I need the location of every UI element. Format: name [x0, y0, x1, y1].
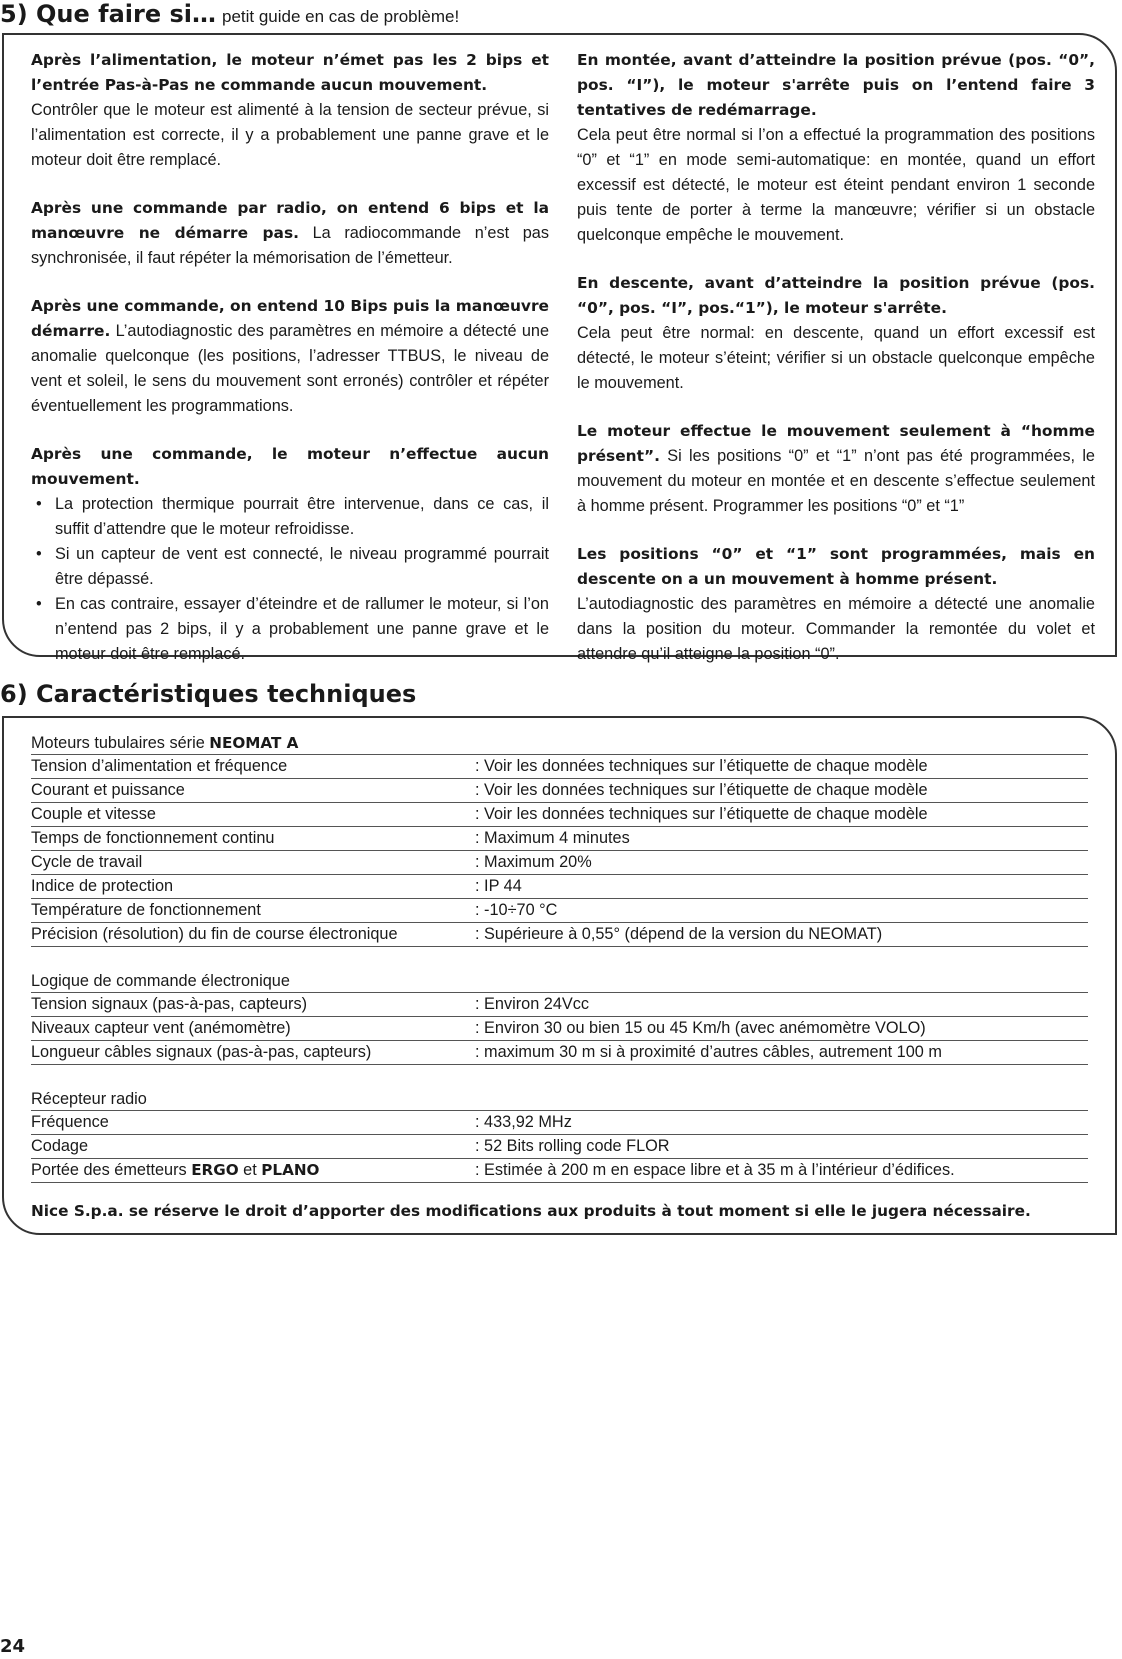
section-5-title-text: 5) Que faire si… — [0, 0, 216, 28]
spec-row — [31, 827, 1088, 851]
spec-value: : maximum 30 m si à proximité d’autres câbles, autrement 100 m — [475, 1043, 942, 1061]
spec-label: Tension signaux (pas-à-pas, capteurs) — [31, 995, 308, 1013]
spec-value: : -10÷70 °C — [475, 901, 558, 919]
spec-value: : Voir les données techniques sur l’étiquette de chaque modèle — [475, 805, 928, 823]
specs-box — [2, 716, 1117, 1235]
spec-value: : Voir les données techniques sur l’étiquette de chaque modèle — [475, 781, 928, 799]
spec-row — [31, 923, 1088, 947]
troubleshoot-body: Cela peut être normal: en descente, quand un effort excessif est détecté, le moteur s’éteint; vérifier si un obstacle quelconque empêche le mouvement. — [577, 324, 1095, 392]
troubleshoot-item — [577, 48, 1095, 248]
spec-group-spacer — [31, 947, 1088, 970]
spec-group-title — [31, 732, 1088, 755]
spec-value: : 52 Bits rolling code FLOR — [475, 1137, 670, 1155]
spec-row — [31, 1111, 1088, 1135]
spec-row — [31, 803, 1088, 827]
spec-value: : 433,92 MHz — [475, 1113, 572, 1131]
spec-row — [31, 993, 1088, 1017]
section-5-title — [0, 0, 459, 28]
spec-label-prefix: Portée des émetteurs — [31, 1161, 192, 1179]
disclaimer-note: Nice S.p.a. se réserve le droit d’apporter des modifications aux produits à tout moment si elle le jugera nécessaire. — [31, 1202, 1031, 1220]
spec-label: Fréquence — [31, 1113, 109, 1131]
spec-label: Cycle de travail — [31, 853, 143, 871]
spec-value: : Supérieure à 0,55° (dépend de la version du NEOMAT) — [475, 925, 883, 943]
troubleshoot-item — [31, 442, 549, 667]
troubleshoot-body: Si les positions “0” et “1” n’ont pas été programmées, le mouvement du moteur en montée et en descente s’effectue seulement à homme présent. Programmer les positions “0” et “1” — [577, 447, 1095, 515]
troubleshooting-left-column — [31, 48, 549, 690]
troubleshoot-heading: En montée, avant d’atteindre la position prévue (pos. “0”, pos. “I”), le moteur s'arrête puis on l’entend faire 3 tentatives de redémarrage. — [577, 51, 1095, 119]
troubleshoot-bullet-list — [31, 492, 549, 667]
troubleshooting-right-column — [577, 48, 1095, 690]
section-6-title: 6) Caractéristiques techniques — [0, 680, 417, 708]
spec-row — [31, 875, 1088, 899]
spec-label: Tension d’alimentation et fréquence — [31, 757, 288, 775]
troubleshoot-heading: Après une commande, le moteur n’effectue aucun mouvement. — [31, 445, 549, 488]
spec-label: Température de fonctionnement — [31, 901, 261, 919]
troubleshoot-heading: Après une commande par radio, on entend 6 bips et la manœuvre ne démarre pas. — [31, 199, 549, 242]
spec-label: Temps de fonctionnement continu — [31, 829, 275, 847]
troubleshoot-heading: Après l’alimentation, le moteur n’émet pas les 2 bips et l’entrée Pas-à-Pas ne commande aucun mouvement. — [31, 51, 549, 94]
bullet-item: • La protection thermique pourrait être intervenue, dans ce cas, il suffit d’attendre que le moteur refroidisse. — [31, 492, 549, 542]
spec-value: : Estimée à 200 m en espace libre et à 35 m à l’intérieur d’édifices. — [475, 1161, 955, 1179]
spec-value: : Environ 24Vcc — [475, 995, 590, 1013]
product-name: ERGO — [191, 1161, 239, 1179]
bullet-item: • En cas contraire, essayer d’éteindre et de rallumer le moteur, si l’on n’entend pas 2 bips, il y a probablement une panne grave et le moteur doit être remplacé. — [31, 592, 549, 667]
spec-label: Couple et vitesse — [31, 805, 156, 823]
spec-value: : Environ 30 ou bien 15 ou 45 Km/h (avec anémomètre VOLO) — [475, 1019, 926, 1037]
troubleshoot-heading: En descente, avant d’atteindre la position prévue (pos. “0”, pos. “I”, pos.“1”), le moteur s'arrête. — [577, 274, 1095, 317]
spec-label: Niveaux capteur vent (anémomètre) — [31, 1019, 291, 1037]
spec-value: : Maximum 4 minutes — [475, 829, 630, 847]
spec-group-spacer — [31, 1065, 1088, 1088]
spec-row — [31, 851, 1088, 875]
troubleshoot-body: Cela peut être normal si l’on a effectué la programmation des positions “0” et “1” en mode semi-automatique: en montée, quand un effort excessif est détecté, le moteur est éteint pendant environ 1 seconde puis tente de porter à terme la manœuvre; vérifier si un obstacle quelconque empêche le mouvement. — [577, 126, 1095, 244]
spec-label: Courant et puissance — [31, 781, 185, 799]
bullet-item: • Si un capteur de vent est connecté, le niveau programmé pourrait être dépassé. — [31, 542, 549, 592]
troubleshoot-item — [31, 294, 549, 419]
spec-value: : Maximum 20% — [475, 853, 592, 871]
spec-row — [31, 1159, 1088, 1183]
spec-label: Indice de protection — [31, 877, 174, 895]
troubleshoot-body: La radiocommande n’est pas synchronisée, il faut répéter la mémorisation de l’émetteur. — [31, 224, 549, 267]
section-5-subtitle: petit guide en cas de problème! — [222, 7, 460, 26]
spec-row — [31, 899, 1088, 923]
spec-value: : Voir les données techniques sur l’étiquette de chaque modèle — [475, 757, 928, 775]
troubleshoot-body: L’autodiagnostic des paramètres en mémoire a détecté une anomalie quelconque (les positions, l’adresser TTBUS, le niveau de vent et soleil, le sens du mouvement sont erronés) contrôler et répéter éventuellement les programmations. — [31, 322, 549, 415]
spec-label: Codage — [31, 1137, 89, 1155]
product-name: PLANO — [261, 1161, 320, 1179]
specs-table — [31, 732, 1088, 1220]
troubleshooting-box — [2, 33, 1117, 663]
troubleshoot-heading: Le moteur effectue le mouvement seulement à “homme présent”. — [577, 422, 1095, 465]
spec-row — [31, 779, 1088, 803]
troubleshoot-item — [577, 271, 1095, 396]
troubleshoot-heading: Après une commande, on entend 10 Bips puis la manœuvre démarre. — [31, 297, 549, 340]
spec-label: Longueur câbles signaux (pas-à-pas, capteurs) — [31, 1043, 372, 1061]
spec-group-title-prefix: Moteurs tubulaires série — [31, 734, 210, 752]
spec-group-title: Récepteur radio — [31, 1088, 1088, 1111]
spec-label — [31, 1159, 319, 1182]
spec-row — [31, 1041, 1088, 1065]
troubleshoot-item — [577, 419, 1095, 519]
page-number: 24 — [0, 1636, 26, 1657]
troubleshoot-body: L’autodiagnostic des paramètres en mémoire a détecté une anomalie dans la position du moteur. Commander la remontée du volet et attendre qu’il atteigne la position “0”. — [577, 595, 1095, 663]
spec-group-title: Logique de commande électronique — [31, 970, 1088, 993]
spec-label: Précision (résolution) du fin de course électronique — [31, 925, 398, 943]
spec-row — [31, 755, 1088, 779]
troubleshoot-item — [31, 48, 549, 173]
product-name: NEOMAT A — [209, 734, 299, 752]
spec-label-conjunction: et — [238, 1161, 262, 1179]
troubleshoot-heading: Les positions “0” et “1” sont programmées, mais en descente on a un mouvement à homme présent. — [577, 545, 1095, 588]
spec-row — [31, 1135, 1088, 1159]
spec-value: : IP 44 — [475, 877, 522, 895]
spec-row — [31, 1017, 1088, 1041]
troubleshoot-body: Contrôler que le moteur est alimenté à la tension de secteur prévue, si l’alimentation est correcte, il y a probablement une panne grave et le moteur doit être remplacé. — [31, 101, 549, 169]
troubleshoot-item — [31, 196, 549, 271]
troubleshoot-item — [577, 542, 1095, 667]
